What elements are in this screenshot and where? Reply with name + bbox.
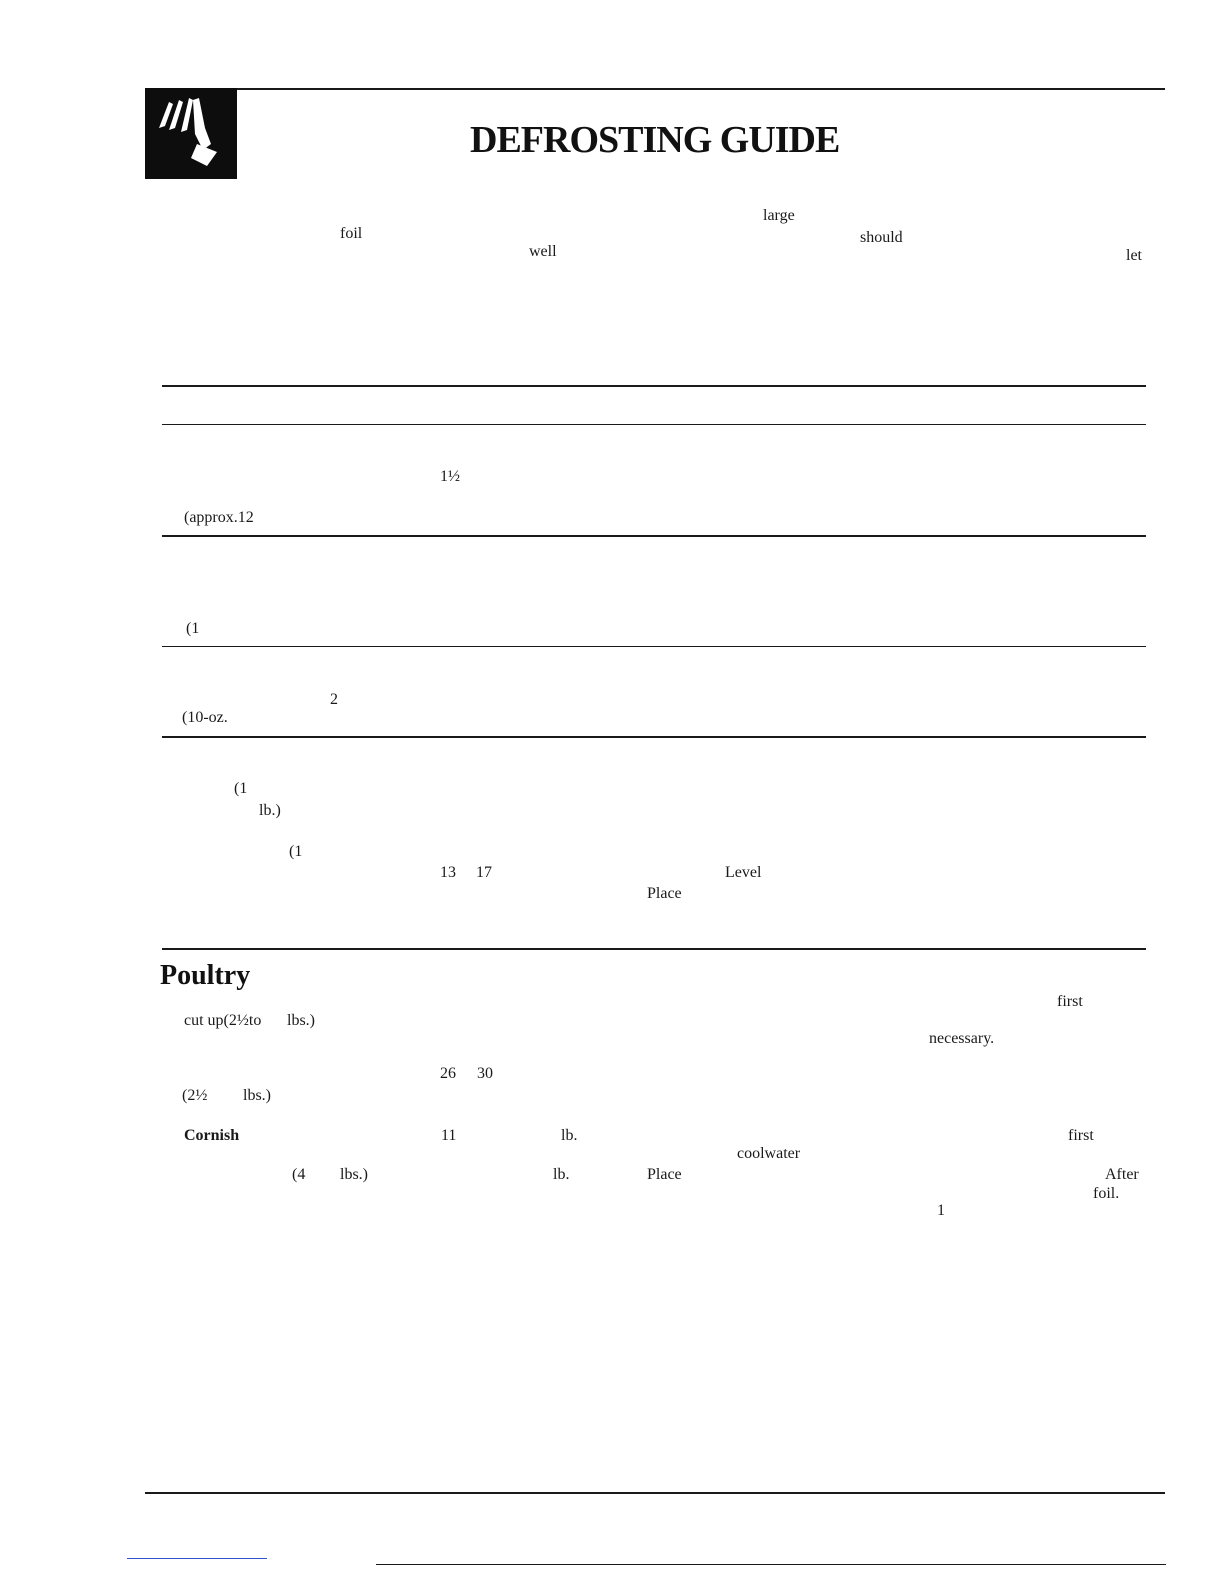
poultry-fragment: (4 — [292, 1166, 306, 1183]
section-heading-poultry: Poultry — [160, 960, 251, 991]
footer-bottom-rule — [376, 1564, 1166, 1565]
intro-word-large: large — [763, 207, 795, 224]
row4-fragment: lb.) — [259, 802, 281, 819]
row2-fragment: (1 — [186, 620, 200, 637]
poultry-fragment: coolwater — [737, 1145, 801, 1162]
row4-fragment: (1 — [234, 780, 248, 797]
poultry-fragment: first — [1057, 993, 1083, 1010]
top-rule — [145, 88, 1165, 90]
poultry-fragment: lb. — [561, 1127, 578, 1144]
row-divider — [162, 535, 1146, 537]
poultry-fragment: cut up(2½to — [184, 1012, 262, 1029]
table-header-rule — [162, 424, 1146, 425]
table-top-rule — [162, 385, 1146, 387]
intro-word-should: should — [860, 229, 903, 246]
row3-fragment: (10-oz. — [182, 709, 228, 726]
poultry-fragment: 1 — [937, 1202, 945, 1219]
intro-word-foil: foil — [340, 225, 363, 242]
hand-pressing-button-icon — [145, 88, 237, 179]
poultry-item-cornish: Cornish — [184, 1127, 240, 1144]
poultry-fragment: lbs.) — [340, 1166, 368, 1183]
poultry-fragment: necessary. — [929, 1030, 995, 1047]
poultry-fragment: lbs.) — [287, 1012, 315, 1029]
defrost-logo — [145, 88, 237, 179]
row4-fragment: Level — [725, 864, 762, 881]
row1-fragment: 1½ — [440, 468, 460, 485]
row-divider — [162, 646, 1146, 647]
row3-fragment: 2 — [330, 691, 338, 708]
intro-word-well: well — [529, 243, 557, 260]
page-title: DEFROSTING GUIDE — [470, 119, 840, 161]
footer-rule — [145, 1492, 1165, 1494]
poultry-fragment: 11 — [441, 1127, 457, 1144]
poultry-fragment: 26 — [440, 1065, 456, 1082]
footer-link-underline[interactable] — [127, 1558, 267, 1559]
intro-word-let: let — [1126, 247, 1142, 264]
poultry-fragment: Place — [647, 1166, 682, 1183]
poultry-fragment: After — [1105, 1166, 1139, 1183]
poultry-fragment: 30 — [477, 1065, 493, 1082]
poultry-fragment: foil. — [1093, 1185, 1120, 1202]
poultry-fragment: (2½ — [182, 1087, 208, 1104]
row4-fragment: (1 — [289, 843, 303, 860]
row1-fragment: (approx.12 — [184, 509, 254, 526]
poultry-fragment: lbs.) — [243, 1087, 271, 1104]
section-divider — [162, 948, 1146, 950]
row4-fragment: 13 — [440, 864, 456, 881]
row4-fragment: 17 — [476, 864, 492, 881]
row-divider — [162, 736, 1146, 738]
poultry-fragment: first — [1068, 1127, 1094, 1144]
poultry-fragment: lb. — [553, 1166, 570, 1183]
row4-fragment: Place — [647, 885, 682, 902]
